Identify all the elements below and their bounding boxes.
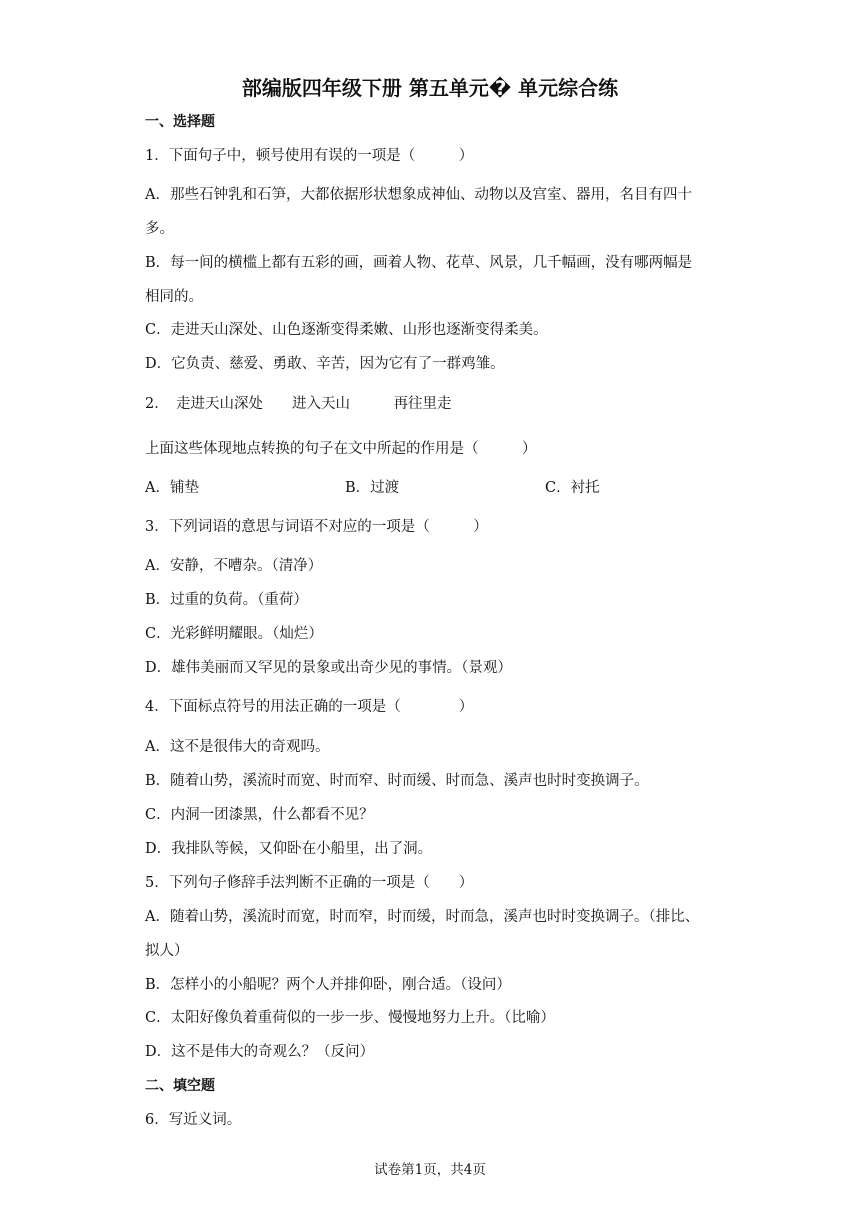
question-1-option-a: A．那些石钟乳和石笋，大都依据形状想象成神仙、动物以及宫室、器用，名目有四十 <box>145 187 692 203</box>
section-heading-choice: 一、选择题 <box>145 114 215 130</box>
question-4-option-d: D．我排队等候，又仰卧在小船里，出了洞。 <box>145 841 433 857</box>
question-5-option-a-cont: 拟人） <box>145 943 189 959</box>
question-4-option-b: B．随着山势，溪流时而宽、时而窄、时而缓、时而急、溪声也时时变换调子。 <box>145 773 649 789</box>
question-6-stem: 6．写近义词。 <box>145 1112 242 1128</box>
question-1-option-c: C．走进天山深处、山色逐渐变得柔嫩、山形也逐渐变得柔美。 <box>145 322 548 338</box>
question-5-stem: 5．下列句子修辞手法判断不正确的一项是（ ） <box>145 875 474 891</box>
question-3-option-b: B．过重的负荷。（重荷） <box>145 592 308 608</box>
question-1-option-d: D．它负责、慈爱、勇敢、辛苦，因为它有了一群鸡雏。 <box>145 356 505 372</box>
question-4-option-c: C．内洞一团漆黑，什么都看不见？ <box>145 807 374 823</box>
page-footer: 试卷第1页，共4页 <box>374 1162 486 1178</box>
question-4-stem: 4．下面标点符号的用法正确的一项是（ ） <box>145 699 474 715</box>
question-5-option-b: B．怎样小的小船呢？两个人并排仰卧，刚合适。（设问） <box>145 977 511 993</box>
question-5-option-c: C．太阳好像负着重荷似的一步一步、慢慢地努力上升。（比喻） <box>145 1010 555 1026</box>
question-1-stem: 1．下面句子中，顿号使用有误的一项是（ ） <box>145 148 474 164</box>
question-1-option-a-cont: 多。 <box>145 221 174 237</box>
question-5-option-d: D．这不是伟大的奇观么？（反问） <box>145 1044 375 1060</box>
question-3-option-a: A．安静，不嘈杂。（清净） <box>145 558 323 574</box>
question-2-option-c: C．衬托 <box>545 480 600 496</box>
question-5-option-a: A．随着山势，溪流时而宽，时而窄，时而缓，时而急，溪声也时时变换调子。（排比、 <box>145 909 700 925</box>
question-1-option-b-cont: 相同的。 <box>145 289 203 305</box>
question-1-option-b: B．每一间的横槛上都有五彩的画，画着人物、花草、风景，几千幅画，没有哪两幅是 <box>145 255 693 271</box>
page-title: 部编版四年级下册 第五单元� 单元综合练 <box>241 76 619 100</box>
section-heading-fill: 二、填空题 <box>145 1078 215 1094</box>
question-2-option-b: B．过渡 <box>345 480 400 496</box>
question-2-stem-2: 上面这些体现地点转换的句子在文中所起的作用是（ ） <box>145 441 537 457</box>
question-3-option-c: C．光彩鲜明耀眼。（灿烂） <box>145 626 323 642</box>
question-2-option-a: A．铺垫 <box>145 480 199 496</box>
question-4-option-a: A．这不是很伟大的奇观吗。 <box>145 739 330 755</box>
question-2-stem: 2． 走进天山深处 进入天山 再往里走 <box>145 396 452 412</box>
question-3-stem: 3．下列词语的意思与词语不对应的一项是（ ） <box>145 519 488 535</box>
question-3-option-d: D．雄伟美丽而又罕见的景象或出奇少见的事情。（景观） <box>145 660 512 676</box>
